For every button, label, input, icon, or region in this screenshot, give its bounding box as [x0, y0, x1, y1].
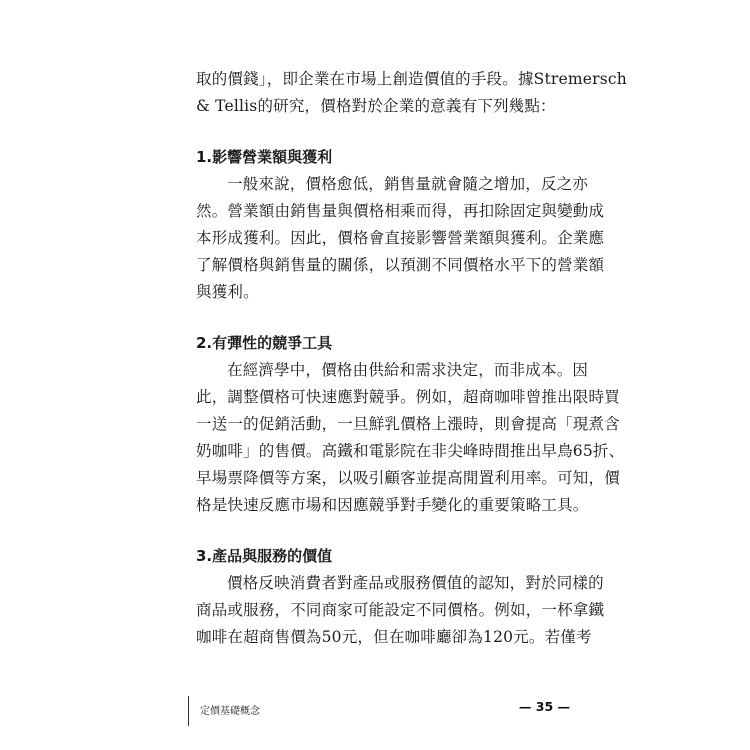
paragraph-line: 奶咖啡」的售價。高鐵和電影院在非尖峰時間推出早鳥65折、: [196, 442, 625, 460]
paragraph-line: 此，調整價格可快速應對競爭。例如，超商咖啡曾推出限時買: [196, 388, 620, 406]
paragraph-line: 了解價格與銷售量的關係，以預測不同價格水平下的營業額: [196, 256, 605, 274]
paragraph-line: 本形成獲利。因此，價格會直接影響營業額與獲利。企業應: [196, 229, 605, 247]
paragraph-line: 一般來說，價格愈低，銷售量就會隨之增加，反之亦: [227, 175, 589, 193]
paragraph-line: 然。營業額由銷售量與價格相乘而得，再扣除固定與變動成: [196, 202, 605, 220]
paragraph-line: 商品或服務，不同商家可能設定不同價格。例如，一杯拿鐵: [196, 601, 605, 619]
paragraph-line: 價格反映消費者對產品或服務價值的認知，對於同樣的: [227, 574, 604, 592]
paragraph-line: 早場票降價等方案，以吸引顧客並提高閒置利用率。可知，價: [196, 469, 620, 487]
paragraph-line: 與獲利。: [196, 283, 259, 301]
section-heading: 2.有彈性的競爭工具: [196, 334, 333, 352]
page-footer: [188, 696, 570, 726]
intro-line: 取的價錢」，即企業在市場上創造價值的手段。據Stremersch: [196, 70, 627, 88]
section-heading: 1.影響營業額與獲利: [196, 148, 333, 166]
paragraph-line: 在經濟學中，價格由供給和需求決定，而非成本。因: [227, 361, 589, 379]
intro-line: & Tellis的研究，價格對於企業的意義有下列幾點：: [196, 97, 556, 115]
page-number: — 35 —: [518, 699, 570, 714]
footer-divider: [188, 696, 189, 726]
paragraph-line: 咖啡在超商售價為50元，但在咖啡廳卻為120元。若僅考: [196, 628, 592, 646]
running-chapter-title: 定價基礎概念: [200, 706, 260, 717]
paragraph-line: 一送一的促銷活動，一旦鮮乳價格上漲時，則會提高「現煮含: [196, 415, 620, 433]
section-heading: 3.產品與服務的價值: [196, 547, 333, 565]
body-text: [196, 66, 627, 651]
paragraph-line: 格是快速反應市場和因應競爭對手變化的重要策略工具。: [196, 496, 589, 514]
